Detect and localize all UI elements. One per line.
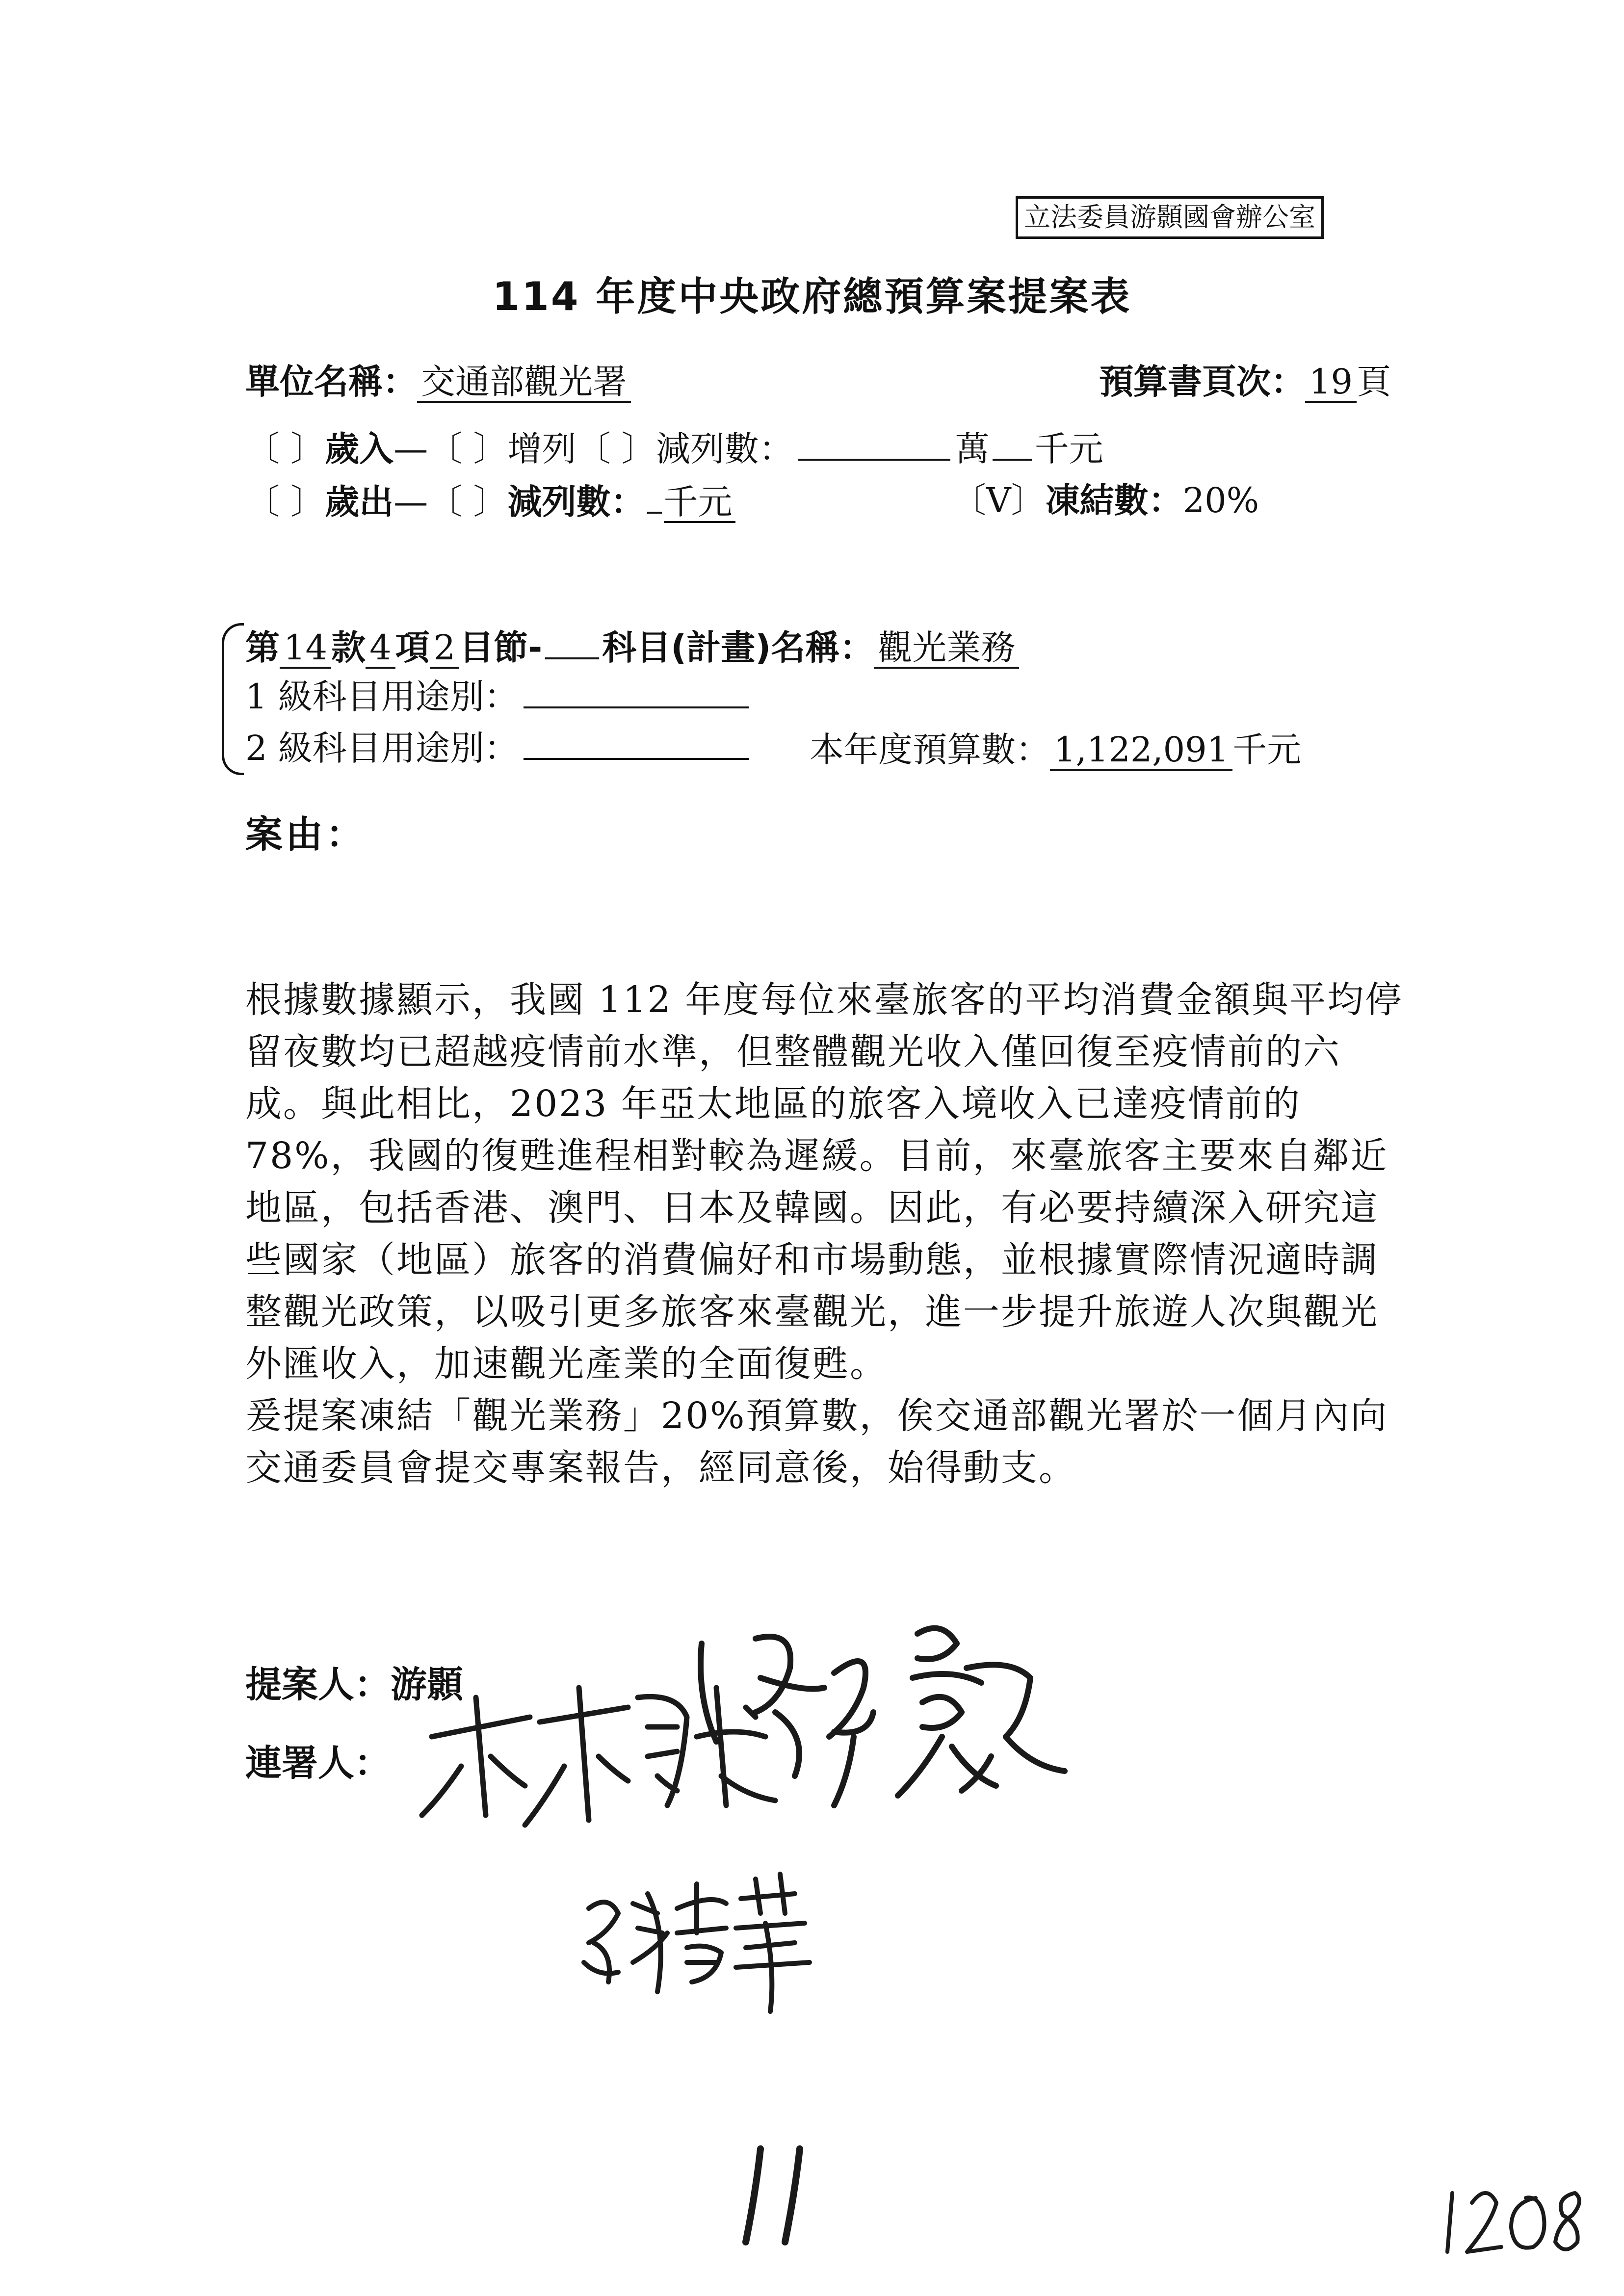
reason-paragraph-2: 爰提案凍結「觀光業務」20%預算數，俟交通部觀光署於一個月內向交通委員會提交專案報告，經同意後，始得動支。 [245, 1395, 1388, 1489]
expense-unit: 千元 [664, 483, 735, 523]
income-unit-wan: 萬 [955, 429, 990, 469]
expense-dash: — [393, 482, 428, 522]
expense-checkbox: 〔 〕 [245, 482, 325, 522]
expense-decrease-blank [647, 512, 662, 514]
expense-decrease-label: 減列數： [507, 482, 645, 522]
income-increase-label: 增列 [507, 429, 576, 469]
budget-page-value: 19 [1305, 363, 1357, 403]
budget-amount-row [810, 731, 1301, 771]
level2-blank [524, 758, 749, 760]
budget-amount-unit: 千元 [1232, 730, 1302, 770]
budget-item-brace [222, 623, 244, 775]
level1-blank [524, 706, 749, 708]
cosigner-label: 連署人： [245, 1742, 391, 1784]
level2-label: 2 級科目用途別： [245, 728, 519, 768]
income-thousand-blank [993, 459, 1032, 461]
expense-decrease-checkbox: 〔 〕 [428, 482, 508, 522]
item-subject-value: 觀光業務 [874, 629, 1019, 669]
item-jie-label: 節- [494, 627, 543, 668]
item-mu: 2 [430, 629, 460, 669]
level2-row [245, 728, 749, 768]
expense-label: 歲出 [325, 482, 394, 522]
item-jie-blank [545, 657, 599, 659]
income-dash: — [393, 429, 428, 469]
item-subject-label: 科目(計畫)名稱： [602, 627, 874, 668]
level1-label: 1 級科目用途別： [245, 677, 519, 717]
reason-heading: 案由： [245, 812, 366, 856]
unit-value: 交通部觀光署 [417, 363, 631, 403]
item-mu-label: 目 [459, 627, 494, 668]
item-kuan-label: 款 [331, 627, 366, 668]
handwritten-page-code [1433, 2168, 1595, 2267]
budget-page-suffix: 頁 [1357, 362, 1391, 402]
income-decrease-label: 減列數： [655, 429, 793, 469]
income-wan-blank [798, 459, 950, 461]
office-stamp [1016, 196, 1324, 239]
handwritten-signatures [402, 1590, 1187, 2031]
item-xiang-label: 項 [395, 627, 430, 668]
budget-amount-value: 1,122,091 [1050, 731, 1232, 771]
freeze-row [952, 480, 1259, 521]
income-decrease-checkbox: 〔 〕 [576, 429, 656, 469]
level1-row [245, 677, 749, 717]
item-kuan: 14 [280, 629, 331, 669]
income-row [245, 429, 1103, 469]
budget-page-row [1099, 363, 1391, 403]
income-checkbox: 〔 〕 [245, 429, 325, 469]
handwritten-footer-number [726, 2139, 824, 2252]
income-increase-checkbox: 〔 〕 [428, 429, 508, 469]
signature-cosigner-1 [422, 1688, 775, 1825]
freeze-value: 20% [1182, 480, 1259, 521]
budget-page-label: 預算書頁次： [1099, 362, 1305, 402]
freeze-checkbox: 〔V〕 [952, 480, 1046, 521]
item-prefix: 第 [245, 627, 280, 668]
office-stamp-text: 立法委員游顥國會辦公室 [1024, 202, 1315, 233]
reason-paragraph-1: 根據數據顯示，我國 112 年度每位來臺旅客的平均消費金額與平均停留夜數均已超越疫情前水準，但整體觀光收入僅回復至疫情前的六成。與此相比，2023 年亞太地區的旅客入境收入已達疫情前的 78%，我國的復甦進程相對較為遲緩。目前，來臺旅客主要來自鄰近地區，包括香港、澳門、日本及韓國。因此，有必要持續深入研究這些國家（地區）旅客的消費偏好和市場動態，並根據實際情況適時調整觀光政策，以吸引更多旅客來臺觀光，進一步提升旅遊人次與觀光外匯收入，加速觀光產業的全面復甦。 [245, 979, 1403, 1385]
income-label: 歲入 [325, 429, 394, 469]
freeze-label: 凍結數： [1045, 480, 1183, 521]
cosigner-row [245, 1734, 391, 1786]
unit-row [245, 363, 631, 403]
signature-cosigner-2 [584, 1874, 810, 2011]
unit-label: 單位名稱： [245, 362, 417, 402]
item-xiang: 4 [366, 629, 395, 669]
income-unit-thousand: 千元 [1034, 429, 1103, 469]
proposer-label: 提案人： [245, 1664, 391, 1706]
form-title: 114 年度中央政府總預算案提案表 [492, 274, 1132, 319]
proposer-name: 游顥 [391, 1664, 463, 1706]
reason-body [245, 974, 1413, 1494]
budget-amount-label: 本年度預算數： [810, 730, 1050, 770]
expense-row [245, 483, 735, 523]
budget-item-row [245, 629, 1019, 669]
